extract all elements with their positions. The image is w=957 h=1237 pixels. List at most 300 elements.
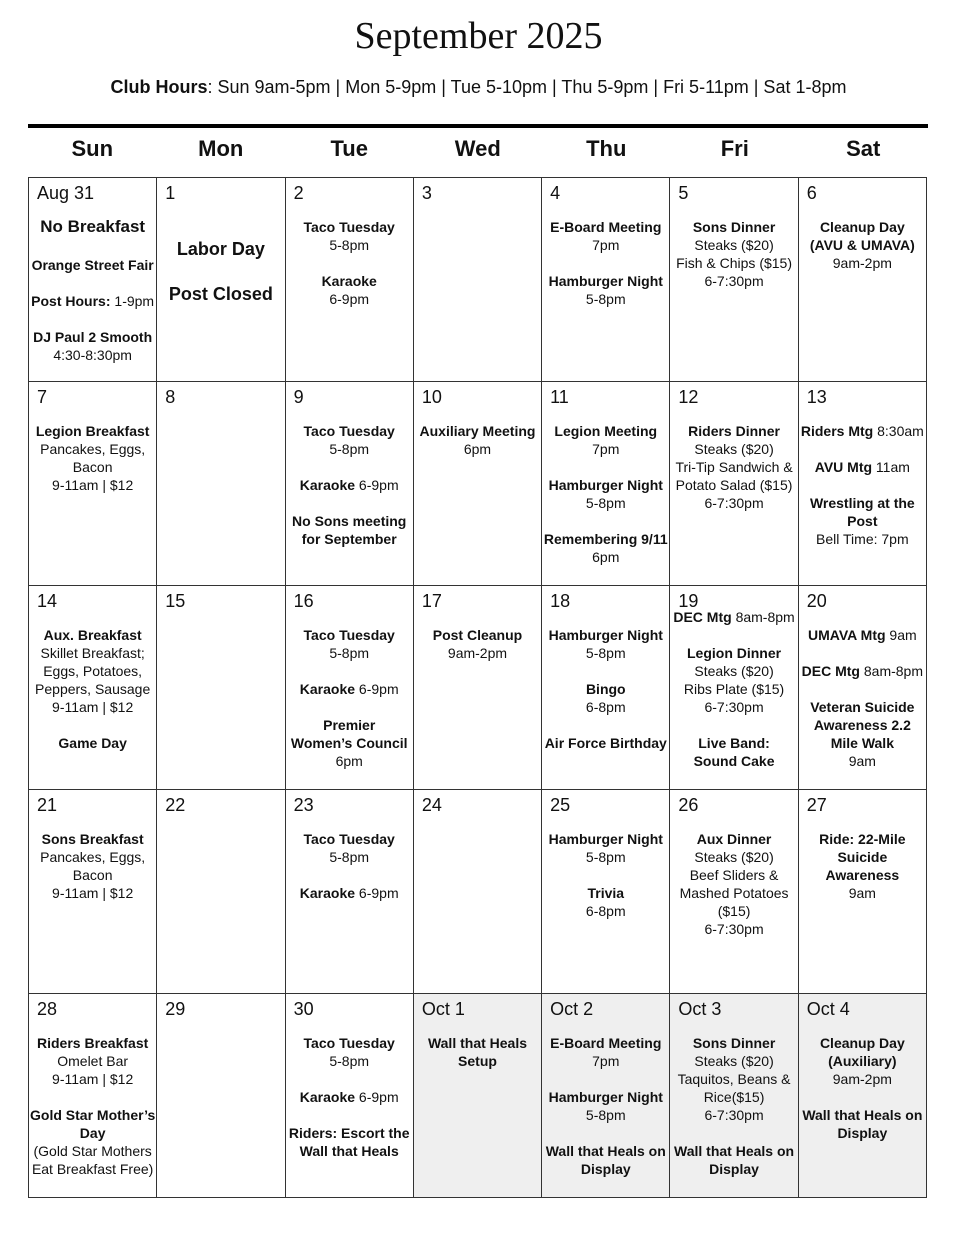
event-detail: 5-8pm — [585, 645, 626, 661]
event-item — [29, 292, 156, 310]
calendar-grid — [28, 177, 927, 1198]
event-time: 6-9pm — [355, 477, 399, 493]
calendar-day-cell[interactable] — [542, 790, 670, 994]
day-events — [670, 218, 797, 308]
event-item — [799, 662, 926, 680]
event-detail: Steaks ($20) — [694, 849, 774, 865]
event-title: Hamburger Night — [548, 831, 663, 847]
event-title: Gold Star Mother’s — [30, 1107, 156, 1123]
event-time: 1-9pm — [110, 293, 155, 309]
calendar-day-cell[interactable] — [798, 790, 926, 994]
event-title: Post Hours: — [31, 293, 111, 309]
event-item — [542, 1034, 669, 1070]
event-title: Riders Breakfast — [37, 1035, 149, 1051]
event-title: DEC Mtg — [801, 663, 860, 679]
calendar-day-cell[interactable] — [413, 994, 541, 1198]
day-number: Oct 2 — [550, 999, 594, 1019]
event-title: Post Cleanup — [432, 627, 523, 643]
event-title: UMAVA Mtg — [808, 627, 886, 643]
event-detail: Omelet Bar — [57, 1053, 129, 1069]
event-item — [286, 830, 413, 866]
event-item — [29, 218, 156, 236]
event-title: Karaoke — [321, 273, 377, 289]
weekday-wed: Wed — [454, 136, 501, 161]
calendar-day-cell[interactable] — [285, 790, 413, 994]
event-title-line: Women’s Council — [290, 735, 408, 751]
event-item — [414, 422, 541, 458]
event-time: 6-9pm — [355, 681, 399, 697]
event-detail: 6-7:30pm — [704, 699, 764, 715]
event-item — [542, 884, 669, 920]
event-title-line: (AVU & UMAVA) — [809, 237, 915, 253]
event-detail: Steaks ($20) — [694, 663, 774, 679]
event-title: Riders: Escort the — [288, 1125, 410, 1141]
event-item — [29, 830, 156, 902]
weekday-header — [28, 136, 928, 162]
event-title: Karaoke — [299, 1089, 356, 1105]
event-item — [286, 422, 413, 458]
event-detail: Eggs, Potatoes, — [43, 663, 143, 679]
event-title: Orange Street Fair — [31, 257, 154, 273]
calendar-day-cell[interactable] — [413, 790, 541, 994]
day-number: 4 — [550, 183, 561, 203]
calendar-day-cell[interactable] — [798, 178, 926, 382]
calendar-day-cell[interactable] — [413, 178, 541, 382]
event-item — [157, 240, 284, 259]
event-title-line: Suicide — [837, 849, 888, 865]
day-number: 5 — [678, 183, 689, 203]
calendar-day-cell[interactable] — [670, 994, 798, 1198]
event-title-line: for September — [301, 531, 397, 547]
event-title: Taco Tuesday — [303, 1035, 395, 1051]
event-item — [286, 680, 413, 698]
event-item — [799, 698, 926, 770]
event-item — [286, 1088, 413, 1106]
event-detail: 7pm — [592, 1053, 620, 1069]
event-item — [286, 1034, 413, 1070]
calendar-day-cell[interactable] — [670, 790, 798, 994]
event-item — [799, 626, 926, 644]
event-detail: Ribs Plate ($15) — [683, 681, 785, 697]
event-title: Ride: 22-Mile — [819, 831, 906, 847]
event-title: Wall that Heals — [427, 1035, 528, 1051]
weekday-mon: Mon — [198, 136, 244, 161]
event-title: Legion Meeting — [554, 423, 658, 439]
event-title: Wall that Heals on — [545, 1143, 666, 1159]
event-item — [286, 272, 413, 308]
event-title: Cleanup Day — [819, 1035, 905, 1051]
event-item — [542, 734, 669, 752]
event-item — [542, 272, 669, 308]
event-item — [799, 422, 926, 440]
calendar-day-cell[interactable] — [670, 382, 798, 586]
event-item — [29, 422, 156, 494]
event-title: Riders Dinner — [688, 423, 780, 439]
day-number: Oct 3 — [678, 999, 722, 1019]
day-events — [799, 830, 926, 920]
calendar-day-cell[interactable] — [29, 994, 157, 1198]
day-events — [414, 422, 541, 476]
event-title-line: Wall that Heals — [299, 1143, 399, 1159]
event-detail: 5-8pm — [329, 849, 370, 865]
event-title: No Sons meeting — [292, 513, 407, 529]
calendar-week — [29, 994, 927, 1198]
event-detail: Steaks ($20) — [694, 441, 774, 457]
day-number: 27 — [806, 795, 827, 815]
event-item — [670, 422, 797, 512]
event-title: E-Board Meeting — [550, 1035, 662, 1051]
event-item — [286, 1124, 413, 1160]
day-events — [157, 240, 284, 330]
event-title: Taco Tuesday — [303, 831, 395, 847]
day-number: 20 — [806, 591, 827, 611]
calendar-week — [29, 586, 927, 790]
day-number: 15 — [165, 591, 186, 611]
event-detail: 5-8pm — [329, 237, 370, 253]
event-detail: 5-8pm — [329, 645, 370, 661]
event-item — [542, 1142, 669, 1178]
calendar-day-cell[interactable] — [798, 586, 926, 790]
event-detail: 5-8pm — [585, 495, 626, 511]
event-item — [799, 1106, 926, 1142]
event-detail: 4:30-8:30pm — [53, 347, 132, 363]
event-title: E-Board Meeting — [550, 219, 662, 235]
event-item — [286, 884, 413, 902]
day-number: 21 — [37, 795, 58, 815]
event-item — [29, 626, 156, 716]
event-detail: 6-8pm — [585, 903, 626, 919]
event-title-line: Display — [837, 1125, 888, 1141]
event-title: Legion Breakfast — [35, 423, 150, 439]
event-time: 8:30am — [873, 423, 924, 439]
event-item — [286, 512, 413, 548]
event-detail: 6-9pm — [329, 291, 370, 307]
event-time: 6-9pm — [355, 885, 399, 901]
event-title: No Breakfast — [40, 217, 146, 236]
event-detail: Fish & Chips ($15) — [676, 255, 793, 271]
weekday-thu: Thu — [586, 136, 627, 161]
event-item — [29, 1034, 156, 1088]
event-item — [286, 716, 413, 770]
event-item — [799, 1034, 926, 1088]
event-detail: Peppers, Sausage — [35, 681, 151, 697]
event-detail: 6-8pm — [585, 699, 626, 715]
event-item — [29, 328, 156, 364]
event-detail: Rice($15) — [703, 1089, 765, 1105]
day-number: 9 — [293, 387, 304, 407]
event-title: Karaoke — [299, 885, 356, 901]
day-number: 13 — [806, 387, 827, 407]
calendar-title: September 2025 — [354, 15, 603, 57]
calendar-day-cell[interactable] — [157, 178, 285, 382]
weekday-tue: Tue — [330, 136, 368, 161]
event-title: Taco Tuesday — [303, 423, 395, 439]
event-detail: 5-8pm — [585, 849, 626, 865]
event-item — [286, 626, 413, 662]
event-detail: 6-7:30pm — [704, 1107, 764, 1123]
event-detail: Steaks ($20) — [694, 1053, 774, 1069]
day-events — [542, 218, 669, 326]
event-title: Taco Tuesday — [303, 627, 395, 643]
event-title: Taco Tuesday — [303, 219, 395, 235]
event-detail: Mashed Potatoes — [679, 885, 789, 901]
day-events — [414, 1034, 541, 1088]
event-detail: 6-7:30pm — [704, 921, 764, 937]
event-item — [670, 1142, 797, 1178]
calendar-day-cell[interactable] — [285, 586, 413, 790]
event-detail: 5-8pm — [329, 1053, 370, 1069]
event-time: 8am-8pm — [859, 663, 924, 679]
day-number: 1 — [165, 183, 176, 203]
event-title: Live Band: — [698, 735, 770, 751]
event-item — [542, 422, 669, 458]
event-detail: Eat Breakfast Free) — [31, 1161, 154, 1177]
event-title-line: Sound Cake — [693, 753, 775, 769]
day-events — [799, 626, 926, 788]
day-number: 25 — [550, 795, 571, 815]
event-item — [670, 608, 797, 626]
day-number: 3 — [421, 183, 432, 203]
event-detail: Beef Sliders & — [689, 867, 779, 883]
event-title-line: Day — [79, 1125, 106, 1141]
event-item — [542, 530, 669, 566]
event-title: Karaoke — [299, 477, 356, 493]
calendar-day-cell[interactable] — [542, 586, 670, 790]
event-detail: Taquitos, Beans & — [677, 1071, 791, 1087]
day-events — [542, 1034, 669, 1196]
event-title: Wrestling at the — [809, 495, 915, 511]
event-detail: Skillet Breakfast; — [40, 645, 145, 661]
calendar-day-cell[interactable] — [542, 178, 670, 382]
event-item — [799, 830, 926, 902]
club-hours — [0, 77, 957, 98]
event-detail: ($15) — [717, 903, 751, 919]
event-title: Wall that Heals on — [802, 1107, 923, 1123]
event-title: Wall that Heals on — [674, 1143, 795, 1159]
event-item — [29, 734, 156, 752]
day-number: 16 — [293, 591, 314, 611]
event-title-line: Display — [580, 1161, 631, 1177]
day-number: 30 — [293, 999, 314, 1019]
event-title: AVU Mtg — [814, 459, 873, 475]
event-title: DJ Paul 2 Smooth — [33, 329, 153, 345]
event-item — [799, 458, 926, 476]
calendar-day-cell[interactable] — [157, 382, 285, 586]
event-item — [799, 494, 926, 548]
day-events — [29, 218, 156, 382]
day-events — [29, 626, 156, 770]
calendar-day-cell[interactable] — [29, 586, 157, 790]
calendar-week — [29, 178, 927, 382]
day-events — [286, 1034, 413, 1178]
header-rule — [28, 124, 928, 128]
day-number: 28 — [37, 999, 58, 1019]
event-item — [542, 1088, 669, 1124]
event-detail: 5-8pm — [585, 291, 626, 307]
calendar-day-cell[interactable] — [798, 994, 926, 1198]
event-item — [286, 476, 413, 494]
event-detail: Bell Time: 7pm — [816, 531, 909, 547]
event-time: 8am-8pm — [731, 609, 795, 625]
event-title: Karaoke — [299, 681, 356, 697]
weekday-sun: Sun — [71, 136, 114, 161]
event-detail: 9am-2pm — [447, 645, 508, 661]
event-item — [542, 218, 669, 254]
event-title: Legion Dinner — [686, 645, 782, 661]
event-item — [799, 218, 926, 272]
event-title: Hamburger Night — [548, 1089, 663, 1105]
day-events — [542, 830, 669, 938]
event-title-line: Post — [847, 513, 878, 529]
event-detail: Tri-Tip Sandwich & — [675, 459, 793, 475]
event-item — [29, 1106, 156, 1178]
day-number: 17 — [421, 591, 442, 611]
event-title-line: Mile Walk — [830, 735, 894, 751]
event-detail: 6pm — [463, 441, 492, 457]
calendar-day-cell[interactable] — [542, 382, 670, 586]
event-title: Cleanup Day — [819, 219, 905, 235]
calendar-day-cell[interactable] — [670, 178, 798, 382]
day-events — [670, 422, 797, 530]
day-number: 2 — [293, 183, 304, 203]
event-title: Bingo — [585, 681, 626, 697]
calendar-day-cell[interactable] — [285, 178, 413, 382]
day-number: 18 — [550, 591, 571, 611]
event-detail: 9-11am | $12 — [52, 885, 134, 901]
event-title-line: Awareness 2.2 — [813, 717, 911, 733]
event-title: Trivia — [587, 885, 625, 901]
day-events — [670, 830, 797, 956]
event-item — [414, 1034, 541, 1070]
day-number: Oct 4 — [806, 999, 850, 1019]
calendar-day-cell[interactable] — [285, 382, 413, 586]
calendar-day-cell[interactable] — [285, 994, 413, 1198]
day-events — [670, 608, 797, 788]
calendar-day-cell[interactable] — [157, 586, 285, 790]
event-title-line: Awareness — [825, 867, 900, 883]
event-detail: 9-11am | $12 — [52, 699, 134, 715]
event-title: Auxiliary Meeting — [419, 423, 536, 439]
event-title-line: (Auxiliary) — [828, 1053, 897, 1069]
event-detail: Bacon — [72, 459, 113, 475]
club-hours-text: : Sun 9am-5pm | Mon 5-9pm | Tue 5-10pm | Thu 5-9pm | Fri 5-11pm | Sat 1-8pm — [207, 77, 847, 97]
event-item — [414, 626, 541, 662]
day-number: 26 — [678, 795, 699, 815]
day-events — [286, 626, 413, 788]
event-time: 9am — [885, 627, 917, 643]
event-title: Premier — [323, 717, 376, 733]
day-number: 29 — [165, 999, 186, 1019]
calendar-day-cell[interactable] — [542, 994, 670, 1198]
day-events — [542, 422, 669, 584]
event-detail: 9-11am | $12 — [52, 477, 134, 493]
weekday-fri: Fri — [720, 136, 749, 161]
event-detail: 5-8pm — [329, 441, 370, 457]
event-detail: 7pm — [592, 441, 620, 457]
event-title: Aux Dinner — [696, 831, 772, 847]
event-detail: 9-11am | $12 — [52, 1071, 134, 1087]
day-events — [414, 626, 541, 680]
event-detail: 9am-2pm — [832, 255, 892, 271]
calendar-week — [29, 382, 927, 586]
event-title: Post Closed — [168, 284, 273, 304]
day-events — [29, 422, 156, 512]
calendar-day-cell[interactable] — [157, 994, 285, 1198]
event-detail: Steaks ($20) — [694, 237, 774, 253]
event-title: Veteran Suicide — [810, 699, 915, 715]
event-title: Sons Breakfast — [41, 831, 144, 847]
day-events — [799, 1034, 926, 1160]
day-events — [670, 1034, 797, 1196]
calendar-day-cell[interactable] — [413, 382, 541, 586]
event-item — [542, 626, 669, 662]
club-hours-label: Club Hours — [110, 77, 208, 97]
event-detail: (Gold Star Mothers — [33, 1143, 152, 1159]
event-detail: Pancakes, Eggs, — [40, 441, 146, 457]
event-time: 6-9pm — [355, 1089, 399, 1105]
day-number: Aug 31 — [37, 183, 95, 203]
day-number: 22 — [165, 795, 186, 815]
day-number: 8 — [165, 387, 176, 407]
event-item — [286, 218, 413, 254]
calendar-day-cell[interactable] — [29, 382, 157, 586]
event-item — [670, 830, 797, 938]
event-title: Hamburger Night — [548, 627, 663, 643]
event-title: Riders Mtg — [800, 423, 874, 439]
calendar-day-cell[interactable] — [157, 790, 285, 994]
day-events — [29, 1034, 156, 1196]
event-item — [670, 734, 797, 770]
day-number: 14 — [37, 591, 58, 611]
event-detail: Potato Salad ($15) — [675, 477, 793, 493]
event-item — [542, 830, 669, 866]
day-events — [286, 218, 413, 326]
day-number: 7 — [37, 387, 48, 407]
event-title: DEC Mtg — [673, 609, 732, 625]
calendar-day-cell[interactable] — [798, 382, 926, 586]
calendar-day-cell[interactable] — [29, 790, 157, 994]
day-number: 23 — [293, 795, 314, 815]
day-number: Oct 1 — [421, 999, 465, 1019]
event-title: Remembering 9/11 — [543, 531, 668, 547]
day-events — [799, 422, 926, 566]
event-title: Labor Day — [176, 239, 265, 259]
event-item — [29, 256, 156, 274]
event-title: Hamburger Night — [548, 477, 663, 493]
event-detail: 6-7:30pm — [704, 495, 764, 511]
calendar-day-cell[interactable] — [29, 178, 157, 382]
day-events — [286, 422, 413, 566]
calendar-day-cell[interactable] — [413, 586, 541, 790]
event-detail: 9am-2pm — [832, 1071, 892, 1087]
day-number: 19 — [678, 591, 699, 611]
calendar-day-cell[interactable] — [670, 586, 798, 790]
event-detail: 6pm — [592, 549, 620, 565]
weekday-sat: Sat — [846, 136, 881, 161]
day-number: 10 — [421, 387, 442, 407]
event-title: Sons Dinner — [692, 1035, 776, 1051]
day-number: 24 — [421, 795, 442, 815]
event-detail: 7pm — [592, 237, 620, 253]
event-detail: Pancakes, Eggs, — [40, 849, 146, 865]
day-number: 6 — [806, 183, 817, 203]
event-title-line: Setup — [458, 1053, 497, 1069]
event-item — [542, 476, 669, 512]
event-detail: 6-7:30pm — [704, 273, 764, 289]
event-time: 11am — [872, 459, 910, 475]
event-detail: 9am — [848, 753, 876, 769]
day-number: 11 — [550, 387, 569, 407]
